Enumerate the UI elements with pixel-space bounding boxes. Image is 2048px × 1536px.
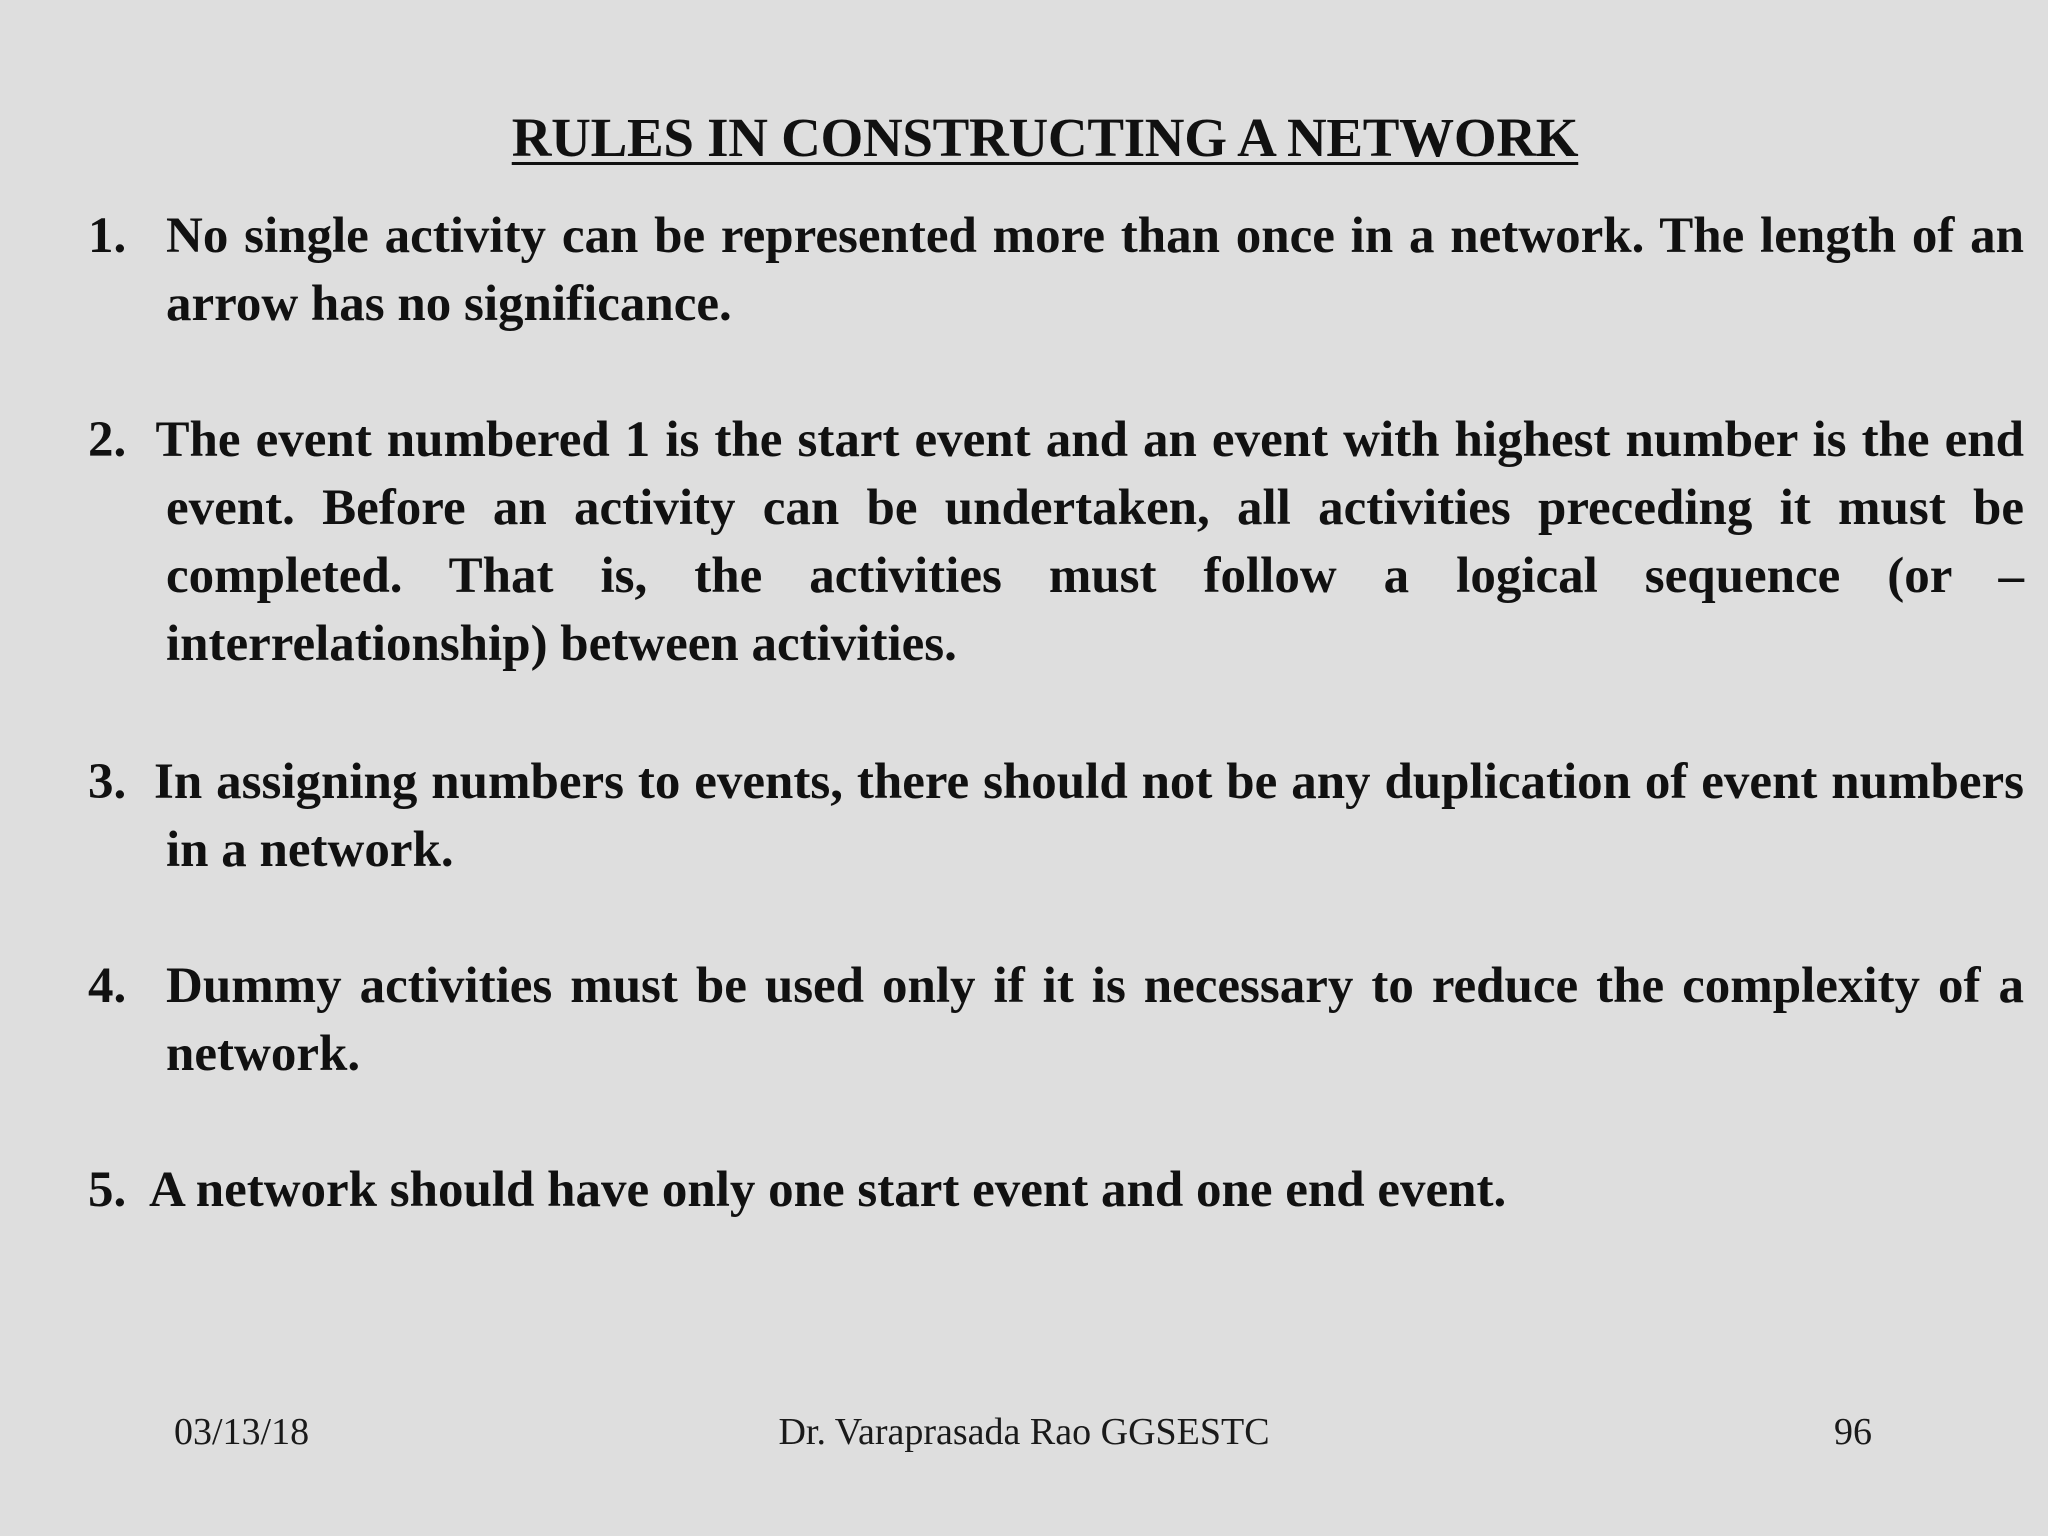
rule-item-1 (88, 202, 2024, 338)
rule-text: A network should have only one start event and one end event. (148, 1162, 1507, 1218)
rule-text: The event numbered 1 is the start event and an event with highest number is the end event. Before an activity can be undertaken, all activities preceding it must be completed. That is, the activities must follow a logical sequence (or – interrelationship) between activities. (155, 412, 2024, 672)
footer-page-number: 96 (1834, 1411, 1872, 1453)
rule-text: Dummy activities must be used only if it is necessary to reduce the complexity of a network. (166, 958, 2024, 1082)
rule-text: No single activity can be represented more than once in a network. The length of an arrow has no significance. (166, 208, 2024, 332)
footer-date: 03/13/18 (174, 1411, 310, 1453)
rule-text: In assigning numbers to events, there should not be any duplication of event numbers in a network. (154, 754, 2024, 878)
rule-item-5 (88, 1156, 2024, 1224)
rule-number: 2. (88, 412, 142, 468)
rule-number: 1. (88, 208, 127, 264)
rule-item-3 (88, 748, 2024, 884)
rule-item-4 (88, 952, 2024, 1088)
rule-number: 4. (88, 958, 127, 1014)
rule-number: 5. (88, 1162, 139, 1218)
slide-title: RULES IN CONSTRUCTING A NETWORK (511, 107, 1579, 168)
rule-item-2 (88, 406, 2024, 678)
footer-author: Dr. Varaprasada Rao GGSESTC (778, 1411, 1270, 1453)
rule-number: 3. (88, 754, 141, 810)
